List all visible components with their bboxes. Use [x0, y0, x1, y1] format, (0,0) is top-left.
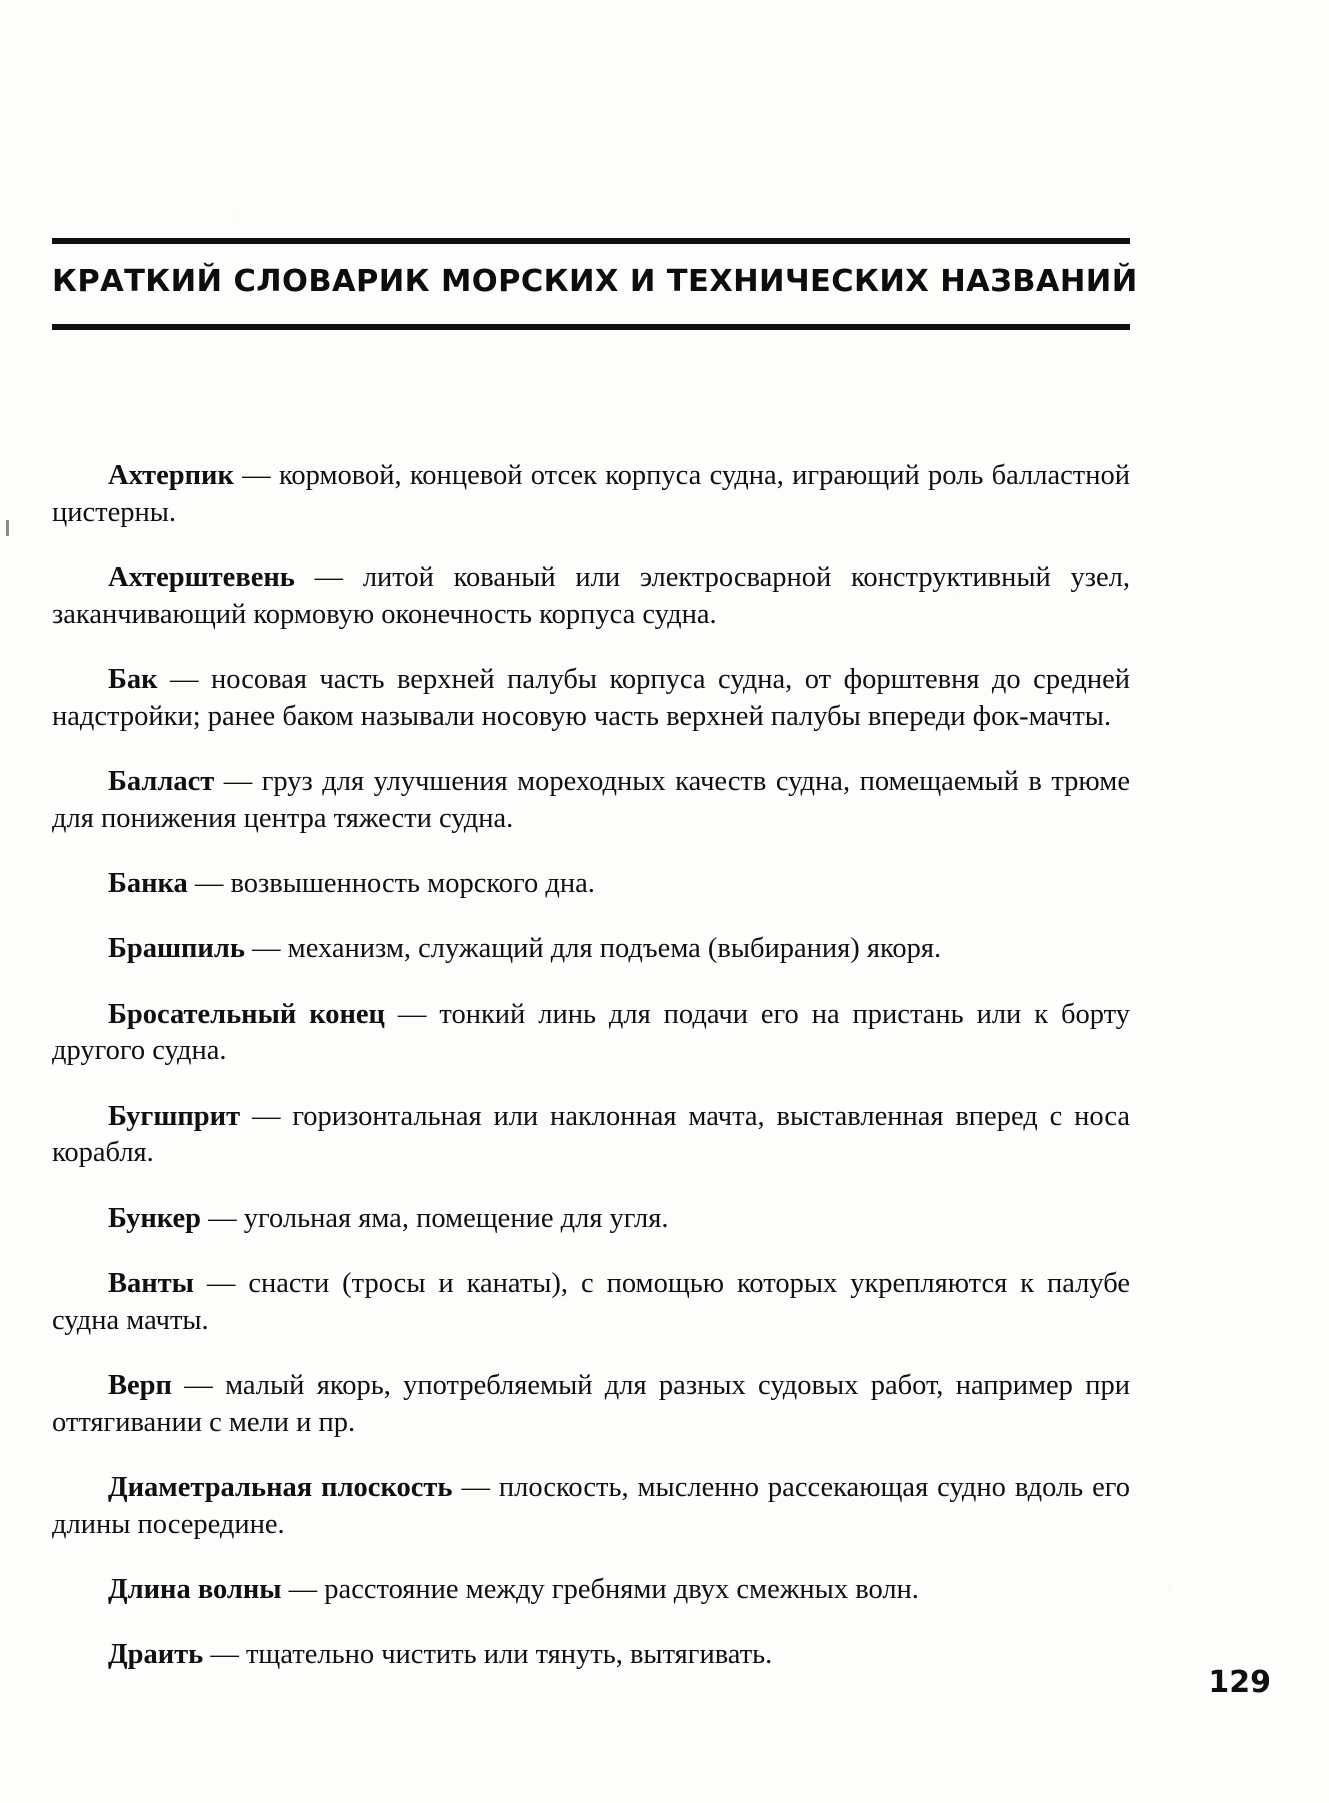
glossary-entry: [52, 1201, 1130, 1238]
glossary-definition: — малый якорь, употребляемый для разных судовых работ, например при оттягивании с мели и пр.: [52, 1369, 1130, 1438]
glossary-entry: [52, 764, 1130, 838]
glossary-entry: [52, 1099, 1130, 1173]
glossary-term: Ахтерштевень: [108, 562, 295, 593]
glossary-entry: [52, 1572, 1130, 1609]
glossary-term: Диаметральная плоскость: [108, 1471, 453, 1503]
glossary-term: Драить: [108, 1639, 204, 1670]
glossary-entry: [52, 1470, 1130, 1544]
glossary-entry: [52, 458, 1130, 532]
glossary-definition: — литой кованый или электросварной конструктивный узел, заканчивающий кормовую оконечность корпуса судна.: [52, 562, 1130, 630]
page-content: [52, 238, 1138, 1695]
glossary-entry: [52, 560, 1130, 634]
glossary-term: Бросательный конец: [108, 998, 385, 1030]
glossary-entry: [52, 662, 1130, 736]
glossary-definition: — плоскость, мысленно рассекающая судно вдоль его длины посередине.: [52, 1471, 1131, 1540]
glossary-definition: — тщательно чистить или тянуть, вытягивать.: [203, 1639, 773, 1670]
glossary-definition: — возвышенность морского дна.: [187, 868, 595, 899]
glossary-term: Брашпиль: [108, 933, 245, 965]
heading-rule-bottom: [52, 324, 1130, 330]
glossary-entries: [52, 458, 1130, 1674]
glossary-definition: — снасти (тросы и канаты), с помощью которых укрепляются к палубе судна мачты.: [52, 1267, 1130, 1336]
glossary-term: Ванты: [108, 1267, 194, 1299]
glossary-term: Бугшприт: [108, 1100, 241, 1132]
glossary-definition: — механизм, служащий для подъема (выбирания) якоря.: [244, 933, 942, 965]
glossary-entry: [52, 1368, 1130, 1442]
glossary-entry: [52, 1266, 1130, 1340]
glossary-definition: — груз для улучшения мореходных качеств судна, помещаемый в трюме для понижения центра тяжести судна.: [52, 766, 1130, 834]
glossary-definition: — тонкий линь для подачи его на пристань или к борту другого судна.: [52, 998, 1130, 1067]
glossary-definition: — носовая часть верхней палубы корпуса судна, от форштевня до средней надстройки; ранее баком называли носовую часть верхней палубы впереди фок-мачты.: [52, 664, 1130, 732]
glossary-term: Бункер: [108, 1202, 202, 1234]
glossary-entry: [52, 931, 1130, 968]
page-number: 129: [1208, 1665, 1271, 1700]
glossary-definition: — расстояние между гребнями двух смежных волн.: [281, 1573, 919, 1605]
glossary-entry: [52, 1637, 1130, 1674]
page-title: КРАТКИЙ СЛОВАРИК МОРСКИХ И ТЕХНИЧЕСКИХ НАЗВАНИЙ: [52, 264, 1138, 299]
glossary-term: Длина волны: [108, 1573, 282, 1605]
glossary-term: Ахтерпик: [108, 460, 234, 491]
glossary-definition: — горизонтальная или наклонная мачта, выставленная вперед с носа корабля.: [52, 1100, 1130, 1169]
glossary-term: Балласт: [108, 766, 215, 797]
glossary-definition: — угольная яма, помещение для угля.: [201, 1202, 669, 1234]
glossary-entry: [52, 866, 1130, 903]
glossary-definition: — кормовой, концевой отсек корпуса судна, играющий роль балластной цистерны.: [52, 460, 1130, 528]
glossary-term: Верп: [108, 1369, 172, 1401]
glossary-term: Бак: [108, 664, 158, 695]
page-edge-mark: [6, 520, 9, 536]
glossary-term: Банка: [108, 868, 188, 899]
glossary-entry: [52, 997, 1130, 1071]
